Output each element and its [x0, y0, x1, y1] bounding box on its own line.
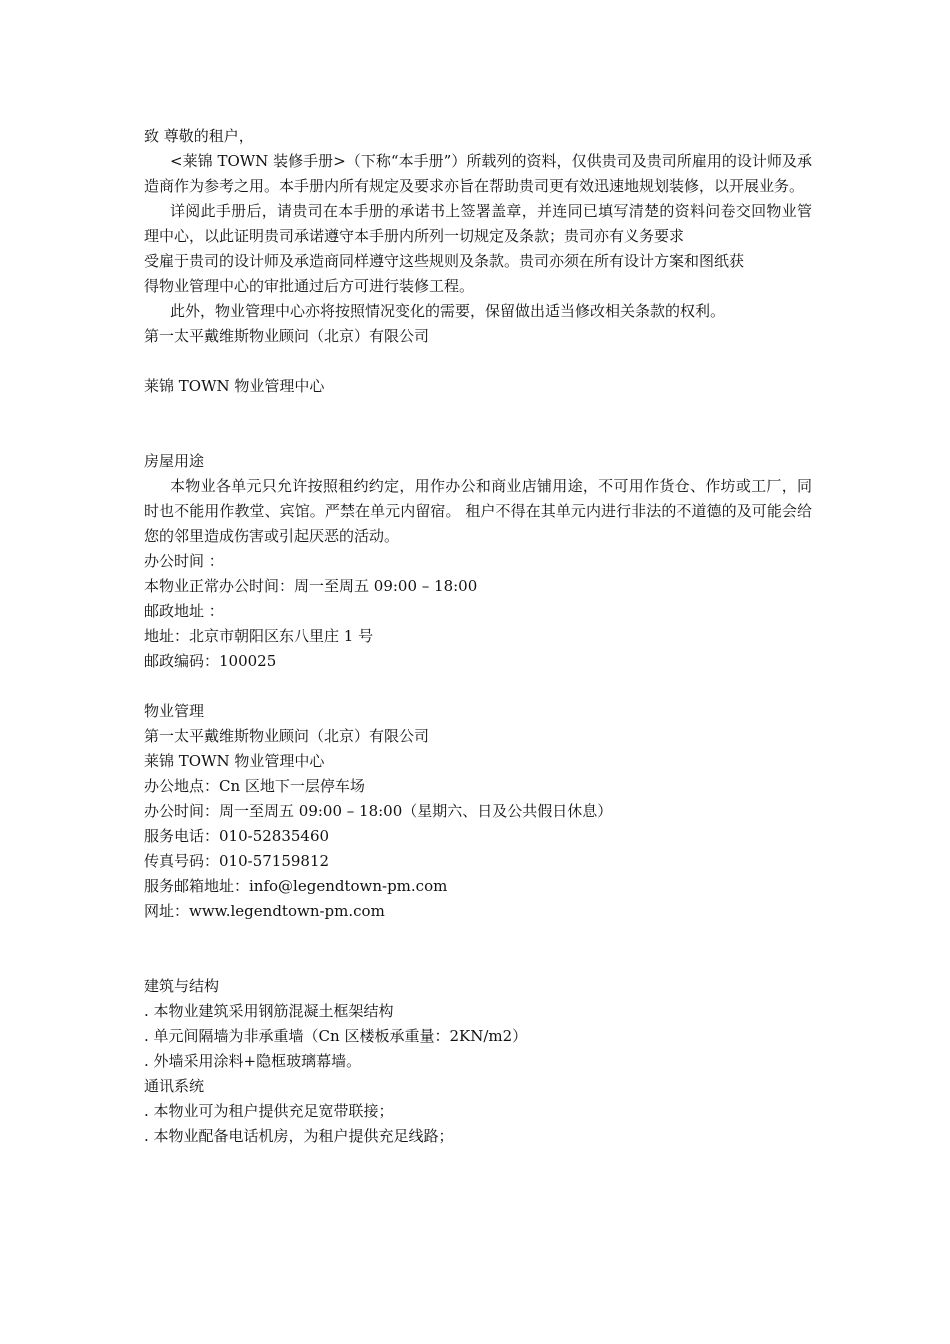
- usage-body: 本物业各单元只允许按照租约约定，用作办公和商业店铺用途，不可用作货仓、作坊或工厂，同时也不能用作教堂、宾馆。严禁在单元内留宿。 租户不得在其单元内进行非法的不道德的及可能会给您的邻里造成伤害或引起厌恶的活动。: [144, 477, 812, 545]
- telecom-heading: 通讯系统: [144, 1077, 205, 1095]
- structure-item: . 外墙采用涂料+隐框玻璃幕墙。: [144, 1052, 362, 1070]
- management-fax: 传真号码：010-57159812: [144, 852, 330, 870]
- salutation: 致 尊敬的租户，: [144, 127, 254, 145]
- management-location: 办公地点：Cn 区地下一层停车场: [144, 777, 365, 795]
- intro-paragraph-2c: 得物业管理中心的审批通过后方可进行装修工程。: [144, 277, 475, 295]
- management-center: 莱锦 TOWN 物业管理中心: [144, 752, 325, 770]
- telecom-item: . 本物业配备电话机房，为租户提供充足线路；: [144, 1127, 454, 1145]
- telecom-item: . 本物业可为租户提供充足宽带联接；: [144, 1102, 394, 1120]
- management-heading: 物业管理: [144, 702, 205, 720]
- office-hours-value: 本物业正常办公时间：周一至周五 09:00 – 18:00: [144, 577, 478, 595]
- structure-item: . 单元间隔墙为非承重墙（Cn 区楼板承重量：2KN/m2）: [144, 1027, 528, 1045]
- management-phone: 服务电话：010-52835460: [144, 827, 330, 845]
- intro-paragraph-2b: 受雇于贵司的设计师及承造商同样遵守这些规则及条款。贵司亦须在所有设计方案和图纸获: [144, 252, 745, 270]
- office-hours-label: 办公时间 ：: [144, 552, 224, 570]
- postal-code: 邮政编码：100025: [144, 652, 277, 670]
- postal-address: 地址：北京市朝阳区东八里庄 1 号: [144, 627, 374, 645]
- intro-paragraph-1: <莱锦 TOWN 装修手册>（下称“本手册”）所载列的资料，仅供贵司及贵司所雇用的设计师及承造商作为参考之用。本手册内所有规定及要求亦旨在帮助贵司更有效迅速地规划装修，以开展业务。: [144, 152, 812, 195]
- management-hours: 办公时间：周一至周五 09:00 – 18:00（星期六、日及公共假日休息）: [144, 802, 613, 820]
- intro-paragraph-3: 此外，物业管理中心亦将按照情况变化的需要，保留做出适当修改相关条款的权利。: [170, 302, 726, 320]
- intro-paragraph-2a: 详阅此手册后，请贵司在本手册的承诺书上签署盖章，并连同已填写清楚的资料问卷交回物业管理中心，以此证明贵司承诺遵守本手册内所列一切规定及条款；贵司亦有义务要求: [144, 202, 812, 245]
- postal-address-label: 邮政地址 ：: [144, 602, 224, 620]
- management-website: 网址：www.legendtown-pm.com: [144, 902, 385, 920]
- structure-item: . 本物业建筑采用钢筋混凝土框架结构: [144, 1002, 394, 1020]
- structure-heading: 建筑与结构: [144, 977, 220, 995]
- management-company: 第一太平戴维斯物业顾问（北京）有限公司: [144, 727, 430, 745]
- signature-company: 第一太平戴维斯物业顾问（北京）有限公司: [144, 327, 430, 345]
- document-page: [144, 124, 812, 1149]
- signature-center: 莱锦 TOWN 物业管理中心: [144, 377, 325, 395]
- management-email: 服务邮箱地址：info@legendtown-pm.com: [144, 877, 448, 895]
- usage-heading: 房屋用途: [144, 452, 205, 470]
